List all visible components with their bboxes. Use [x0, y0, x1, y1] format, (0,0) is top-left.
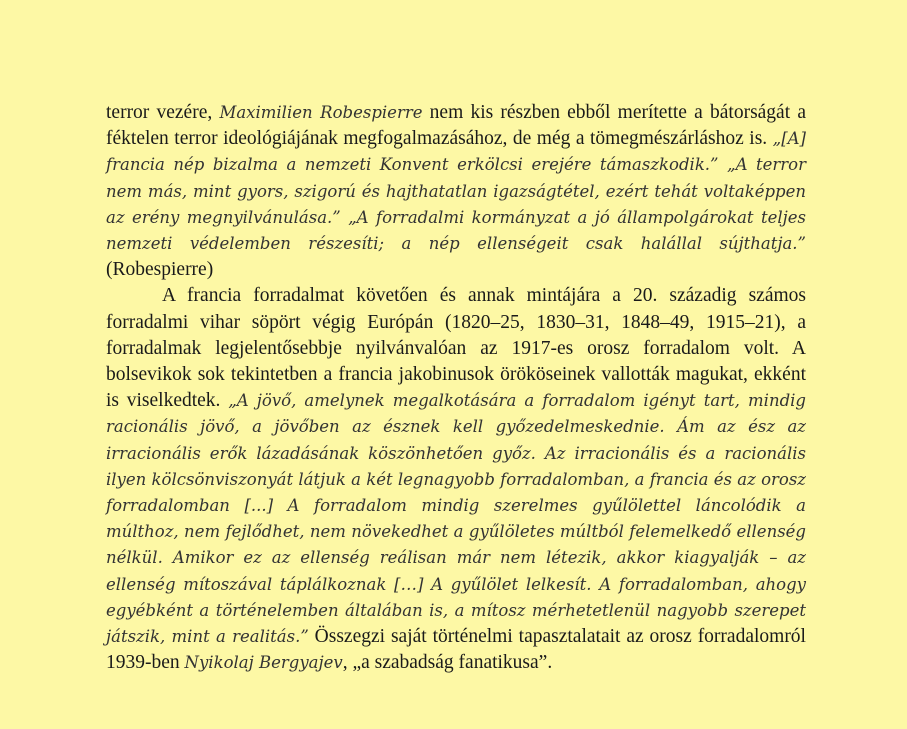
text-span: , „a szabadság fanatikusa”. [342, 652, 553, 674]
text-span: Összegzi saját történelmi tapasztalatait az orosz forradalomról 1939-ben [106, 626, 806, 674]
robespierre-quote: „[A] francia nép bizalma a nemzeti Konvent erkölcsi erejére támaszkodik.” „A terror nem más, mint gyors, szigorú és hajthatatlan igazságtétel, ezért tehát voltaképpen az erény megnyilvánulása.” „A forradalmi kormányzat a jó állampolgárokat teljes nemzeti védelemben részesíti; a nép ellenségeit csak halállal sújthatja.” [106, 129, 806, 254]
text-span: A francia forradalmat követően és annak mintájára a 20. századig számos forradalmi vihar söpört végig Európán (1820–25, 1830–31, 1848–49, 1915–21), a forradalmak legjelentősebbje nyilvánvalóan az 1917-es orosz forradalom volt. A bolsevikok sok tekintetben a francia jakobinusok örököseinek vallották magukat, ekként is viselkedtek. [106, 285, 806, 412]
text-span: nem kis részben ebből merítette a bátorságát a féktelen terror ideológiájának megfogalmazásához, de még a tömegmészárláshoz is. [106, 102, 806, 150]
bergyajev-quote: „A jövő, amelynek megalkotására a forradalom igényt tart, mindig racionális jövő, a jövőben az észnek kell győzedelmeskednie. Ám az ész az irracionális erők lázadásának köszönhetően győz. Az irracionális és a racionális ilyen kölcsönviszonyát látjuk a két legnagyobb forradalomban, a francia és az orosz forradalomban [...] A forradalom mindig szerelmes gyűlölettel láncolódik a múlthoz, nem fejlődhet, nem növekedhet a gyűlöletes múltból felemelkedő ellenség nélkül. Amikor ez az ellenség reálisan már nem létezik, akkor kiagyalják – az ellenség mítoszával táplálkoznak […] A gyűlölet lelkesít. A forradalomban, ahogy egyébként a történelemben általában is, a mítosz mérhetetlenül nagyobb szerepet játszik, mint a realitás.” [106, 391, 806, 647]
paragraph-robespierre [106, 100, 806, 283]
document-body [106, 100, 806, 676]
name-bergyajev: Nyikolaj Bergyajev [184, 653, 343, 673]
quote-attribution: (Robespierre) [106, 259, 214, 281]
name-robespierre: Maximilien Robespierre [219, 103, 423, 122]
text-span: terror vezére, [106, 102, 220, 123]
paragraph-revolutions [106, 283, 806, 676]
